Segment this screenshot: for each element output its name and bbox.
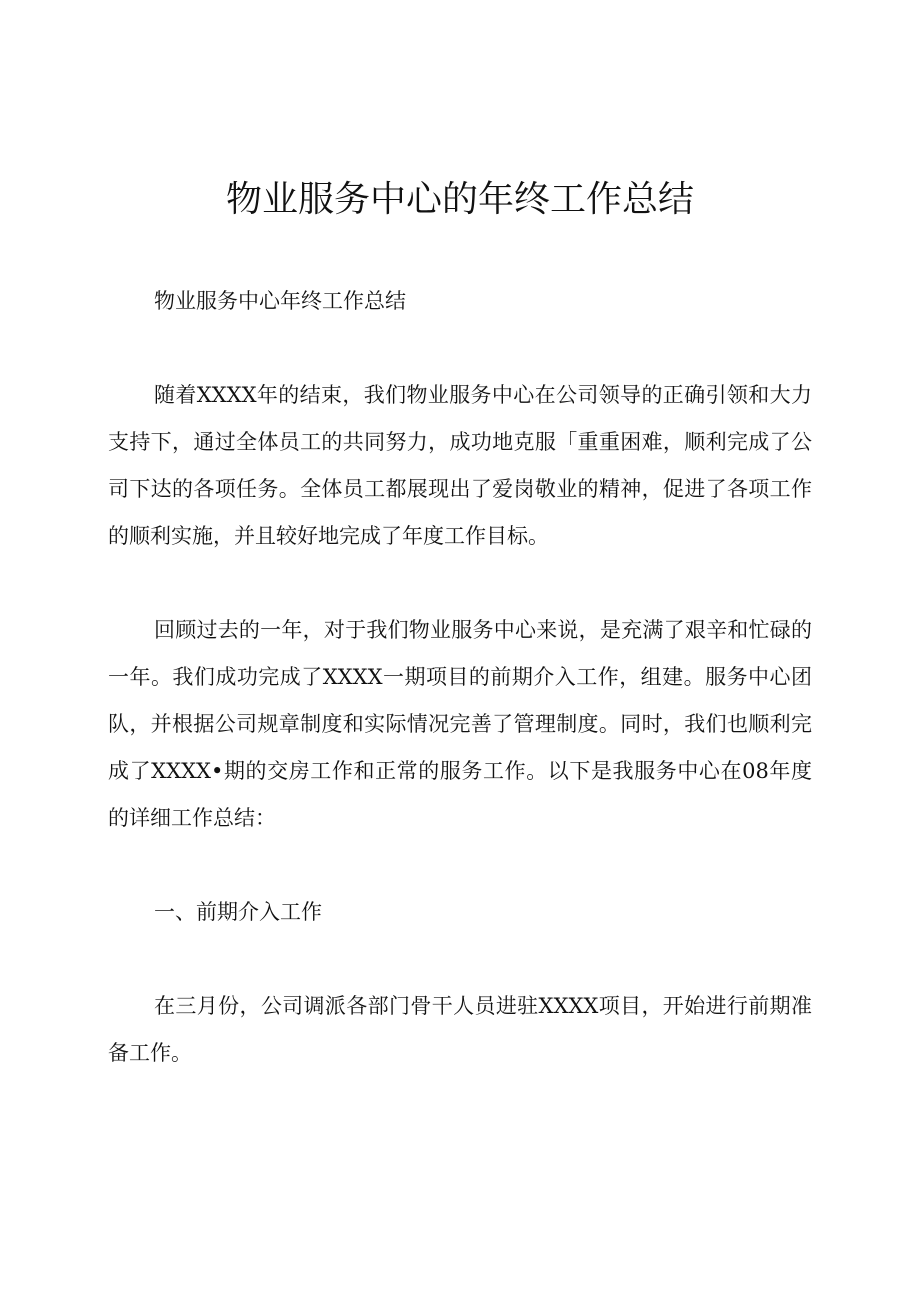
- section-heading-early-involvement: 一、前期介入工作: [154, 900, 322, 924]
- document-body: [108, 278, 812, 1077]
- paragraph-intro: 随着XXXX年的结束，我们物业服务中心在公司领导的正确引领和大力支持下，通过全体员工的共同努力，成功地克服「重重困难，顺利完成了公司下达的各项任务。全体员工都展现出了爱岗敬业的精神，促进了各项工作的顺利实施，并且较好地完成了年度工作目标。: [108, 383, 812, 548]
- document-title: 物业服务中心的年终工作总结: [225, 179, 694, 220]
- paragraph-subtitle: 物业服务中心年终工作总结: [154, 289, 406, 313]
- paragraph-march: 在三月份，公司调派各部门骨干人员进驻XXXX项目，开始进行前期准备工作。: [108, 994, 812, 1065]
- paragraph-review: 回顾过去的一年，对于我们物业服务中心来说，是充满了艰辛和忙碌的一年。我们成功完成了XXXX一期项目的前期介入工作，组建。服务中心团队，并根据公司规章制度和实际情况完善了管理制度。同时，我们也顺利完成了XXXX•期的交房工作和正常的服务工作。以下是我服务中心在08年度的详细工作总结：: [108, 618, 812, 830]
